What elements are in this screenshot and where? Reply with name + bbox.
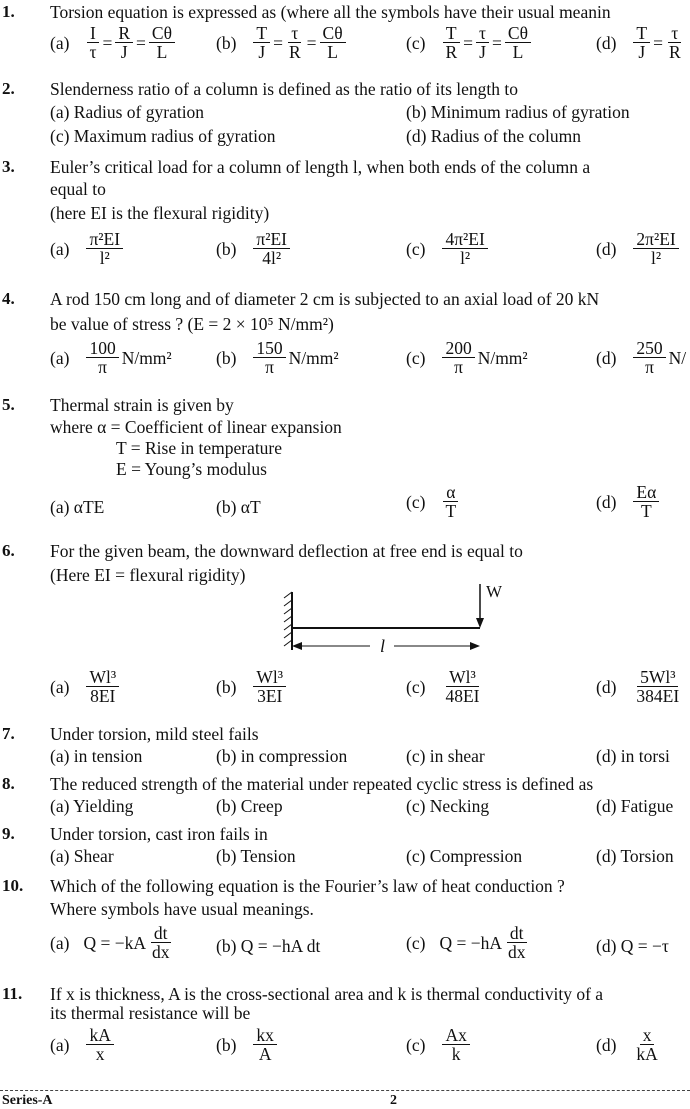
question-text: (here EI is the flexural rigidity) xyxy=(50,203,270,223)
question-number: 6. xyxy=(2,541,15,560)
option-c: (c) Maximum radius of gyration xyxy=(50,126,276,146)
question-text: A rod 150 cm long and of diameter 2 cm is subjected to an axial load of 20 kN xyxy=(50,289,600,309)
option-a: (a) $\frac{I}{\tau}$ = $\frac{R}{J}$ = $\frac{C\theta}{L}$ xyxy=(50,24,178,63)
option-a: (a) Q = −kA $\frac{dt}{dx}$ xyxy=(50,923,170,963)
dimension-arrowhead-right xyxy=(470,642,480,650)
question-number: 8. xyxy=(2,774,15,793)
dimension-arrowhead-left xyxy=(292,642,302,650)
question-text: Where symbols have usual meanings. xyxy=(50,899,314,919)
option-b: (b) in compression xyxy=(216,746,348,766)
option-d: (d) Fatigue xyxy=(596,796,674,816)
fixed-support xyxy=(284,592,292,650)
option-c: (c) $\frac{Ax}{k}$ xyxy=(406,1026,473,1065)
footer-divider xyxy=(0,1090,690,1091)
question-text: be value of stress ? (E = 2 × 10⁵ N/mm²) xyxy=(50,314,334,334)
option-c: (c) Compression xyxy=(406,846,523,866)
load-label: W xyxy=(486,582,503,601)
question-text: Under torsion, mild steel fails xyxy=(50,724,259,744)
option-d: (d) $\frac{E\alpha}{T}$ xyxy=(596,483,662,522)
option-c: (c) Necking xyxy=(406,796,490,816)
option-b: (b) $\frac{150}{\pi}$ N/mm² xyxy=(216,338,339,378)
question-text: Thermal strain is given by xyxy=(50,395,234,415)
cantilever-beam-diagram xyxy=(280,580,510,662)
option-b: (b) $\frac{\text{π²EI}}{\text{4l²}}$ xyxy=(216,230,293,269)
question-number: 4. xyxy=(2,289,15,308)
option-c: (c) $\frac{\text{4π²EI}}{\text{l²}}$ xyxy=(406,230,491,269)
option-b: (b) $\frac{kx}{A}$ xyxy=(216,1026,280,1065)
option-c: (c) $\frac{200}{\pi}$ N/mm² xyxy=(406,338,528,378)
option-b: (b) Minimum radius of gyration xyxy=(406,102,630,122)
option-a: (a) Radius of gyration xyxy=(50,102,205,122)
option-c: (c) $\frac{T}{R}$ = $\frac{\tau}{J}$ = $\frac{C\theta}{L}$ xyxy=(406,24,534,63)
option-d: (d) $\frac{250}{\pi}$ N/ xyxy=(596,338,687,378)
length-label: l xyxy=(380,636,386,656)
question-number: 11. xyxy=(2,984,23,1003)
question-number: 1. xyxy=(2,2,15,21)
option-d: (d) Radius of the column xyxy=(406,126,581,146)
series-label: Series-A xyxy=(2,1093,53,1108)
question-text: For the given beam, the downward deflection at free end is equal to xyxy=(50,541,523,561)
question-text: (Here EI = flexural rigidity) xyxy=(50,565,246,585)
option-b: (b) $\frac{T}{J}$ = $\frac{\tau}{R}$ = $\frac{C\theta}{L}$ xyxy=(216,24,349,63)
option-d: (d) Q = −τ xyxy=(596,936,669,956)
question-text: where α = Coefficient of linear expansion xyxy=(50,417,342,437)
question-number: 10. xyxy=(2,876,24,895)
option-d: (d) $\frac{\text{5Wl³}}{384EI}$ xyxy=(596,667,680,707)
question-number: 9. xyxy=(2,824,15,843)
question-text: equal to xyxy=(50,179,106,199)
question-text: Under torsion, cast iron fails in xyxy=(50,824,268,844)
option-a: (a) in tension xyxy=(50,746,143,766)
option-c: (c) $\frac{\alpha}{T}$ xyxy=(406,483,462,522)
question-number: 3. xyxy=(2,157,15,176)
option-b: (b) Creep xyxy=(216,796,283,816)
option-a: (a) $\frac{\text{π²EI}}{\text{l²}}$ xyxy=(50,230,126,269)
question-text: Torsion equation is expressed as (where all the symbols have their usual meanin xyxy=(50,2,611,22)
option-d: (d) $\frac{T}{J}$ = $\frac{\tau}{R}$ xyxy=(596,23,681,63)
option-b: (b) Q = −hA dt xyxy=(216,936,321,956)
option-b: (b) $\frac{\text{Wl³}}{3EI}$ xyxy=(216,668,289,707)
load-arrowhead xyxy=(476,618,484,628)
question-text: Slenderness ratio of a column is defined as the ratio of its length to xyxy=(50,79,519,99)
option-a: (a) $\frac{\text{Wl³}}{8EI}$ xyxy=(50,668,122,707)
option-a: (a) $\frac{kA}{x}$ xyxy=(50,1026,117,1065)
question-text: its thermal resistance will be xyxy=(50,1003,251,1023)
question-text: The reduced strength of the material under repeated cyclic stress is defined as xyxy=(50,774,594,794)
option-a: (a) Yielding xyxy=(50,796,134,816)
option-a: (a) Shear xyxy=(50,846,114,866)
option-a: (a) $\frac{100}{\pi}$ N/mm² xyxy=(50,338,172,378)
question-text: Which of the following equation is the Fourier’s law of heat conduction ? xyxy=(50,876,565,896)
question-number: 2. xyxy=(2,79,15,98)
option-c: (c) $\frac{\text{Wl³}}{48EI}$ xyxy=(406,667,480,707)
question-text: If x is thickness, A is the cross-sectional area and k is thermal conductivity of a xyxy=(50,984,604,1004)
question-text: T = Rise in temperature xyxy=(116,438,283,458)
option-b: (b) Tension xyxy=(216,846,296,866)
question-text: Euler’s critical load for a column of length l, when both ends of the column a xyxy=(50,157,591,177)
option-c: (c) Q = −hA $\frac{dt}{dx}$ xyxy=(406,923,526,963)
page-number: 2 xyxy=(390,1093,397,1108)
option-d: (d) $\frac{x}{kA}$ xyxy=(596,1025,658,1065)
question-text: E = Young’s modulus xyxy=(116,459,267,479)
option-c: (c) in shear xyxy=(406,746,485,766)
option-d: (d) $\frac{\text{2π²EI}}{\text{l²}}$ xyxy=(596,230,682,269)
option-d: (d) Torsion xyxy=(596,846,674,866)
option-b: (b) αT xyxy=(216,497,261,517)
question-number: 7. xyxy=(2,724,15,743)
option-a: (a) αTE xyxy=(50,497,105,517)
option-d: (d) in torsi xyxy=(596,746,670,766)
question-number: 5. xyxy=(2,395,15,414)
